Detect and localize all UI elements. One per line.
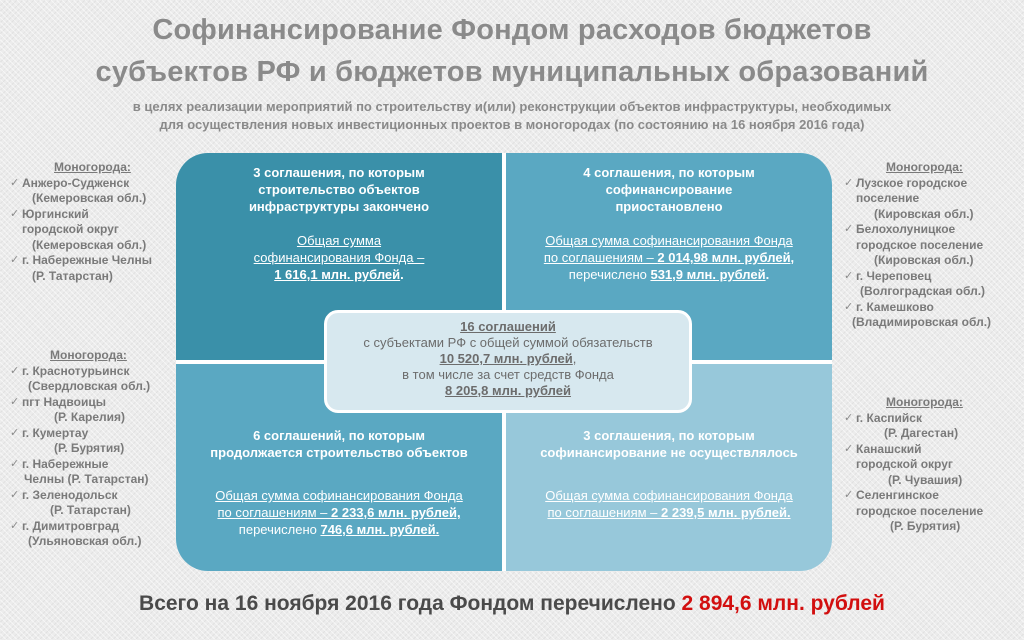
total-amount: 2 894,6 млн. рублей [681, 592, 885, 615]
list-item: ✓ г. Череповец [844, 268, 932, 283]
list-item-name2: городское поселение [856, 237, 984, 252]
check-icon: ✓ [10, 457, 20, 470]
list-item-name2: городской округ [856, 457, 953, 471]
list-item-name2: поселение [856, 191, 920, 205]
check-icon: ✓ [10, 426, 20, 439]
quadrant-sum-end: . [765, 267, 770, 282]
list-item-region: (Кемеровская обл.) [32, 237, 147, 252]
right-bottom-monotowns [844, 395, 1020, 535]
list-item-region: (Р. Карелия) [54, 410, 126, 424]
list-item-region: (Р. Татарстан) [32, 268, 113, 283]
quadrant-sum-value: 2 233,6 млн. рублей, [331, 505, 461, 520]
list-item: ✓ г. Камешково [844, 299, 934, 314]
quadrant-sum-text: Общая сумма софинансирования Фонда [215, 488, 463, 503]
summary-punct: , [572, 351, 577, 366]
quadrant-text: софинансирование [605, 182, 733, 197]
quadrant-sum-value: 1 616,1 млн. рублей [274, 267, 401, 282]
check-icon: ✓ [10, 207, 20, 220]
list-heading: Моногорода: [886, 395, 963, 409]
list-item: ✓ Юргинский [10, 206, 89, 221]
quadrant-sum-text: по соглашениям – [217, 505, 331, 520]
list-item-region: (Кемеровская обл.) [32, 191, 147, 205]
list-item-name2: городской округ [22, 222, 119, 236]
check-icon: ✓ [844, 489, 854, 501]
subtitle-line2: для осуществления новых инвестиционных проектов в моногородах (по состоянию на 16 ноября 2016 года) [159, 117, 865, 132]
check-icon: ✓ [844, 442, 854, 455]
list-heading: Моногорода: [50, 348, 127, 362]
quadrant-text: строительство объектов [258, 182, 420, 197]
quadrant-sum-text: по соглашениям – [547, 505, 661, 520]
quadrant-sum-value: 746,6 млн. рублей. [320, 522, 440, 537]
list-item-region: (Р. Чувашия) [888, 472, 963, 487]
quadrant-sum-text: перечислено [238, 522, 321, 537]
quadrant-sum-text: Общая сумма софинансирования Фонда [545, 488, 793, 503]
check-icon: ✓ [844, 223, 854, 235]
summary-box [324, 310, 692, 413]
list-item: ✓ г. Зеленодольск [10, 487, 118, 502]
quadrant-text: 3 соглашения, по которым [253, 165, 425, 180]
quadrant-sum-text: по соглашениям – [543, 250, 658, 265]
list-item-region: (Кировская обл.) [874, 206, 974, 221]
check-icon: ✓ [10, 254, 20, 266]
check-icon: ✓ [844, 176, 854, 189]
quadrant-sum-end: . [400, 267, 404, 282]
quadrant-text: инфраструктуры закончено [248, 199, 430, 214]
quadrant-sum-text: софинансирования Фонда – [253, 250, 425, 265]
list-item-region: (Р. Дагестан) [884, 426, 959, 440]
quadrant-sum-text: Общая сумма [296, 233, 382, 248]
check-icon: ✓ [844, 269, 854, 282]
list-item-region: (Ульяновская обл.) [28, 534, 142, 548]
list-item: ✓ Канашский [844, 441, 922, 456]
list-item: ✓ Белохолуницкое [844, 222, 956, 236]
check-icon: ✓ [10, 176, 20, 189]
list-item-name2: городское поселение [856, 503, 984, 518]
total-label: Всего на 16 ноября 2016 года Фондом перечислено [139, 592, 682, 615]
summary-fund-value: 8 205,8 млн. рублей [445, 383, 571, 398]
list-item-region: (Свердловская обл.) [28, 379, 151, 393]
page-title-line1: Софинансирование Фондом расходов бюджетов [152, 14, 872, 46]
list-item: ✓ г. Димитровград [10, 518, 120, 533]
subtitle-line1: в целях реализации мероприятий по строительству и(или) реконструкции объектов инфраструктуры, необходимых [132, 99, 892, 114]
quadrant-sum-value: 531,9 млн. рублей [650, 267, 766, 282]
list-item-region: (Владимировская обл.) [852, 315, 992, 329]
list-item: ✓ г. Набережные Челны [10, 253, 152, 267]
list-item: ✓ Лузское городское [844, 175, 968, 190]
summary-text: в том числе за счет средств Фонда [402, 367, 614, 382]
list-item: ✓ Анжеро-Судженск [10, 175, 130, 190]
quadrant-sum-text: перечислено [568, 267, 651, 282]
quadrant-sum-text: Общая сумма софинансирования Фонда [545, 233, 793, 248]
list-item-region: (Кировская обл.) [874, 253, 974, 267]
left-bottom-monotowns [10, 348, 178, 550]
quadrant-text: 3 соглашения, по которым [583, 428, 755, 443]
quadrant-text: приостановлено [615, 199, 723, 214]
list-heading: Моногорода: [886, 160, 963, 174]
check-icon: ✓ [844, 411, 854, 424]
list-item-region: Челны (Р. Татарстан) [24, 472, 149, 486]
list-item-region: (Р. Татарстан) [50, 503, 131, 517]
quadrant-sum-value: 2 014,98 млн. рублей, [657, 250, 795, 265]
list-item: ✓ пгт Надвоицы [10, 394, 106, 409]
list-item-region: (Волгоградская обл.) [860, 284, 986, 298]
quadrant-sum-value: 2 239,5 млн. рублей. [661, 505, 791, 520]
summary-total-value: 10 520,7 млн. рублей [439, 351, 573, 366]
quadrant-text: 6 соглашений, по которым [253, 428, 425, 443]
list-item: ✓ г. Кумертау [10, 425, 89, 440]
list-item: ✓ г. Набережные [10, 456, 109, 471]
summary-text: с субъектами РФ с общей суммой обязательств [363, 335, 653, 350]
total-transferred [0, 592, 1024, 616]
list-item: ✓ Селенгинское [844, 488, 939, 502]
left-top-monotowns [10, 160, 178, 284]
list-item-region: (Р. Бурятия) [890, 519, 961, 533]
check-icon: ✓ [10, 519, 20, 532]
list-item: ✓ г. Краснотурьинск [10, 363, 130, 378]
check-icon: ✓ [10, 395, 20, 408]
page-title-line2: субъектов РФ и бюджетов муниципальных образований [95, 56, 929, 88]
quadrant-text: софинансирование не осуществлялось [540, 445, 798, 460]
list-item: ✓ г. Каспийск [844, 410, 922, 425]
quadrant-text: продолжается строительство объектов [210, 445, 468, 460]
list-heading: Моногорода: [54, 160, 131, 174]
list-item-region: (Р. Бурятия) [54, 441, 125, 455]
check-icon: ✓ [844, 300, 854, 313]
summary-count: 16 соглашений [460, 319, 556, 334]
quadrant-text: 4 соглашения, по которым [583, 165, 755, 180]
right-top-monotowns [844, 160, 1020, 331]
check-icon: ✓ [10, 488, 20, 501]
check-icon: ✓ [10, 364, 20, 377]
